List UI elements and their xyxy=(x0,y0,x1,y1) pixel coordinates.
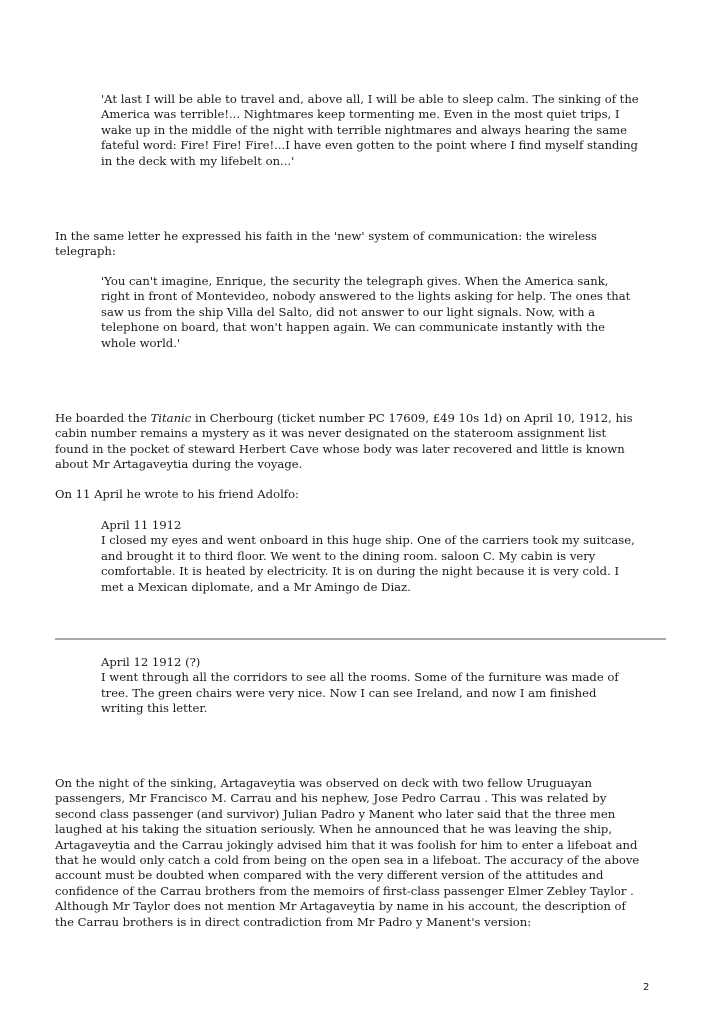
text-line: met a Mexican diplomate, and a Mr Amingo de Diaz. xyxy=(101,579,411,594)
letter-date: April 12 1912 (?) xyxy=(101,655,201,669)
text-line: right in front of Montevideo, nobody answered to the lights asking for help. The ones that xyxy=(101,289,631,304)
text-line: I went through all the corridors to see all the rooms. Some of the furniture was made of xyxy=(101,670,619,685)
text-line: Artagaveytia and the Carrau jokingly advised him that it was foolish for him to enter a lifeboat and xyxy=(55,837,638,852)
text-line: On the night of the sinking, Artagaveytia was observed on deck with two fellow Uruguayan xyxy=(55,776,592,790)
text-line: that he would only catch a cold from being on the open sea in a lifeboat. The accuracy of the above xyxy=(55,853,640,868)
horizontal-divider xyxy=(55,638,666,640)
text-line: I closed my eyes and went onboard in this huge ship. One of the carriers took my suitcase, xyxy=(101,533,635,548)
letter-april-12 xyxy=(101,655,671,717)
paragraph-telegraph-intro xyxy=(55,229,670,260)
text-line: telephone on board, that won't happen again. We can communicate instantly with the xyxy=(101,320,606,335)
text-line: On 11 April he wrote to his friend Adolfo: xyxy=(55,487,299,501)
text-line: the Carrau brothers is in direct contradiction from Mr Padro y Manent's version: xyxy=(55,914,532,929)
text-line: account must be doubted when compared with the very different version of the attitudes and xyxy=(55,868,604,883)
text-line: cabin number remains a mystery as it was never designated on the stateroom assignment list xyxy=(55,426,607,441)
ship-name-italic: Titanic xyxy=(150,411,192,425)
paragraph-sinking-night xyxy=(55,776,670,930)
letter-date: April 11 1912 xyxy=(101,518,182,532)
text-line: whole world.' xyxy=(101,335,181,350)
text-line: and brought it to third floor. We went to the dining room. saloon C. My cabin is very xyxy=(101,548,596,563)
text-line: laughed at his taking the situation seriously. When he announced that he was leaving the ship, xyxy=(55,822,613,837)
text-line: about Mr Artagaveytia during the voyage. xyxy=(55,457,303,472)
paragraph-boarding xyxy=(55,411,670,473)
text-line xyxy=(55,411,670,426)
text-line: 'You can't imagine, Enrique, the security the telegraph gives. When the America sank, xyxy=(101,274,609,288)
text-line: saw us from the ship Villa del Salto, did not answer to our light signals. Now, with a xyxy=(101,304,596,319)
text-line: confidence of the Carrau brothers from the memoirs of first-class passenger Elmer Zebley Taylor . xyxy=(55,883,634,898)
quote-telegraph xyxy=(101,274,671,351)
text-line: In the same letter he expressed his faith in the 'new' system of communication: the wireless xyxy=(55,229,597,243)
text-line: in the deck with my lifebelt on...' xyxy=(101,153,295,168)
text-run: in Cherbourg (ticket number PC 17609, £49 10s 1d) on April 10, 1912, his xyxy=(191,411,633,425)
letter-april-11 xyxy=(101,518,671,595)
text-line: comfortable. It is heated by electricity. It is on during the night because it is very cold. I xyxy=(101,564,620,579)
text-line: America was terrible!... Nightmares keep tormenting me. Even in the most quiet trips, I xyxy=(101,107,620,122)
text-line: writing this letter. xyxy=(101,701,208,716)
text-line: passengers, Mr Francisco M. Carrau and his nephew, Jose Pedro Carrau . This was related by xyxy=(55,791,607,806)
text-line: fateful word: Fire! Fire! Fire!...I have even gotten to the point where I find myself standing xyxy=(101,138,638,153)
text-line: telegraph: xyxy=(55,244,116,259)
paragraph-letter-intro xyxy=(55,487,670,502)
text-line: second class passenger (and survivor) Julian Padro y Manent who later said that the three men xyxy=(55,806,616,821)
text-line: found in the pocket of steward Herbert Cave whose body was later recovered and little is known xyxy=(55,441,625,456)
text-line: Although Mr Taylor does not mention Mr Artagaveytia by name in his account, the description of xyxy=(55,899,626,914)
text-run: He boarded the xyxy=(55,411,151,425)
text-line: 'At last I will be able to travel and, above all, I will be able to sleep calm. The sinking of the xyxy=(101,92,639,106)
page-number: 2 xyxy=(643,982,650,993)
text-line: tree. The green chairs were very nice. Now I can see Ireland, and now I am finished xyxy=(101,685,597,700)
quote-nightmares xyxy=(101,92,671,169)
text-line: wake up in the middle of the night with terrible nightmares and always hearing the same xyxy=(101,122,628,137)
